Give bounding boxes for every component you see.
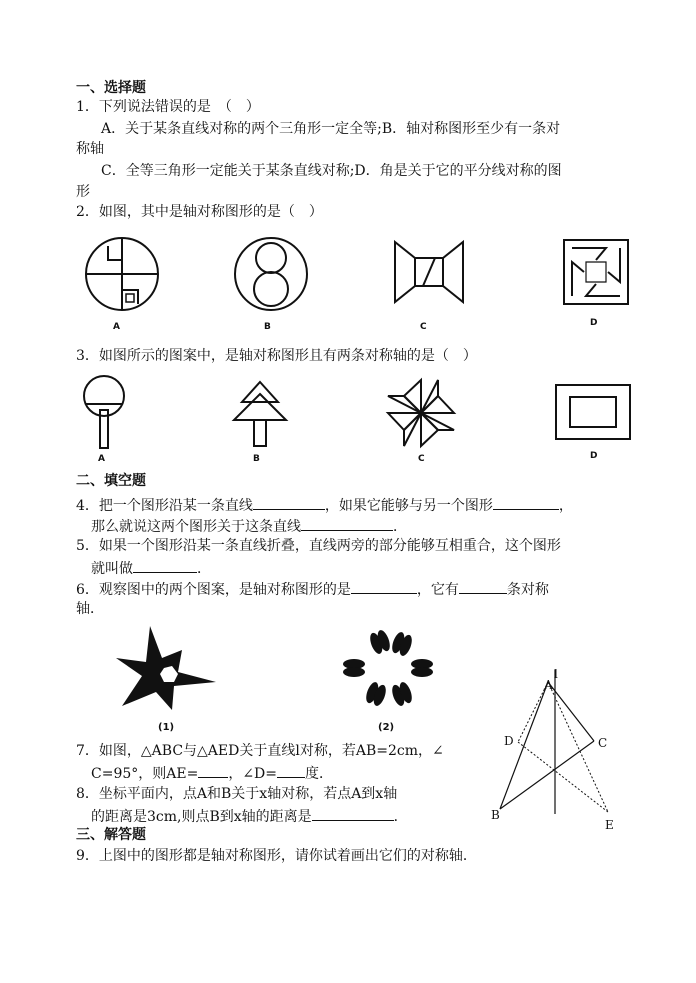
q2-caption-d: D [590, 318, 598, 328]
question-5-line-1: 5．如果一个图形沿某一条直线折叠，直线两旁的部分能够互相重合，这个图形 [76, 538, 561, 554]
q2-figure-c [393, 240, 465, 306]
question-8-line-1: 8．坐标平面内，点A和B关于x轴对称，若点A到x轴 [76, 786, 398, 802]
q2-figure-d [562, 238, 630, 306]
q2-caption-c: C [420, 322, 427, 332]
q6-figure-1-star [112, 624, 220, 714]
triangle-label-d: D [504, 734, 514, 748]
section-heading-fill: 二、填空题 [76, 473, 146, 489]
answer-blank[interactable] [301, 516, 393, 531]
triangle-label-a: A [544, 678, 553, 692]
q6-caption-1: (1) [158, 722, 175, 733]
q2-figure-a [84, 236, 160, 312]
triangle-label-b: B [491, 808, 500, 822]
answer-blank[interactable] [351, 579, 417, 594]
question-5-line-2: 就叫做 ． [91, 558, 211, 578]
q3-figure-b [224, 380, 296, 452]
answer-blank[interactable] [459, 579, 507, 594]
triangle-label-c: C [598, 736, 608, 750]
question-1-options-ab: A．关于某条直线对称的两个三角形一定全等;B．轴对称图形至少有一条对 [101, 121, 561, 137]
question-2-stem: 2．如图，其中是轴对称图形的是（ ） [76, 204, 323, 220]
answer-blank[interactable] [133, 558, 197, 573]
question-9-line-1: 9．上图中的图形都是轴对称图形，请你试着画出它们的对称轴． [76, 848, 477, 864]
q6-figure-2-flower [340, 628, 436, 712]
question-3-stem: 3．如图所示的图案中，是轴对称图形且有两条对称轴的是（ ） [76, 348, 477, 364]
triangle-label-e: E [605, 818, 614, 832]
q3-caption-a: A [98, 454, 105, 464]
question-1-options-cd: C．全等三角形一定能关于某条直线对称;D．角是关于它的平分线对称的图 [101, 163, 562, 179]
q2-caption-b: B [264, 322, 271, 332]
q3-figure-d [554, 383, 632, 441]
question-1-options-ab-cont: 称轴 [76, 141, 104, 157]
question-1-stem: 1．下列说法错误的是 （ ） [76, 99, 260, 115]
q3-caption-c: C [418, 454, 425, 464]
question-6-line-1: 6．观察图中的两个图案，是轴对称图形的是 ，它有 条对称 [76, 579, 549, 599]
triangle-label-l: l [554, 667, 558, 681]
question-4-line-2: 那么就说这两个图形关于这条直线 ． [91, 516, 407, 536]
question-1-options-cd-cont: 形 [76, 184, 90, 200]
question-4-line-1: 4．把一个图形沿某一条直线 ，如果它能够与另一个图形 ， [76, 495, 573, 515]
question-7-line-2: C=95°，则AE= ，∠D= 度． [91, 763, 333, 783]
question-8-line-2: 的距离是3cm,则点B到x轴的距离是 ． [91, 806, 408, 826]
q3-caption-b: B [253, 454, 260, 464]
q2-figure-b [233, 236, 309, 312]
answer-blank[interactable] [493, 495, 559, 510]
section-heading-choice: 一、选择题 [76, 80, 146, 96]
q2-caption-a: A [113, 322, 120, 332]
q3-figure-a [80, 374, 128, 450]
q3-caption-d: D [590, 451, 598, 461]
answer-blank[interactable] [277, 763, 305, 778]
question-6-line-2: 轴． [76, 601, 104, 617]
question-7-line-1: 7．如图，△ABC与△AED关于直线l对称，若AB=2cm，∠ [76, 743, 444, 759]
section-heading-answer: 三、解答题 [76, 827, 146, 843]
answer-blank[interactable] [253, 495, 325, 510]
q3-figure-c [386, 378, 456, 448]
answer-blank[interactable] [312, 806, 394, 821]
q6-caption-2: (2) [378, 722, 395, 733]
answer-blank[interactable] [198, 763, 228, 778]
